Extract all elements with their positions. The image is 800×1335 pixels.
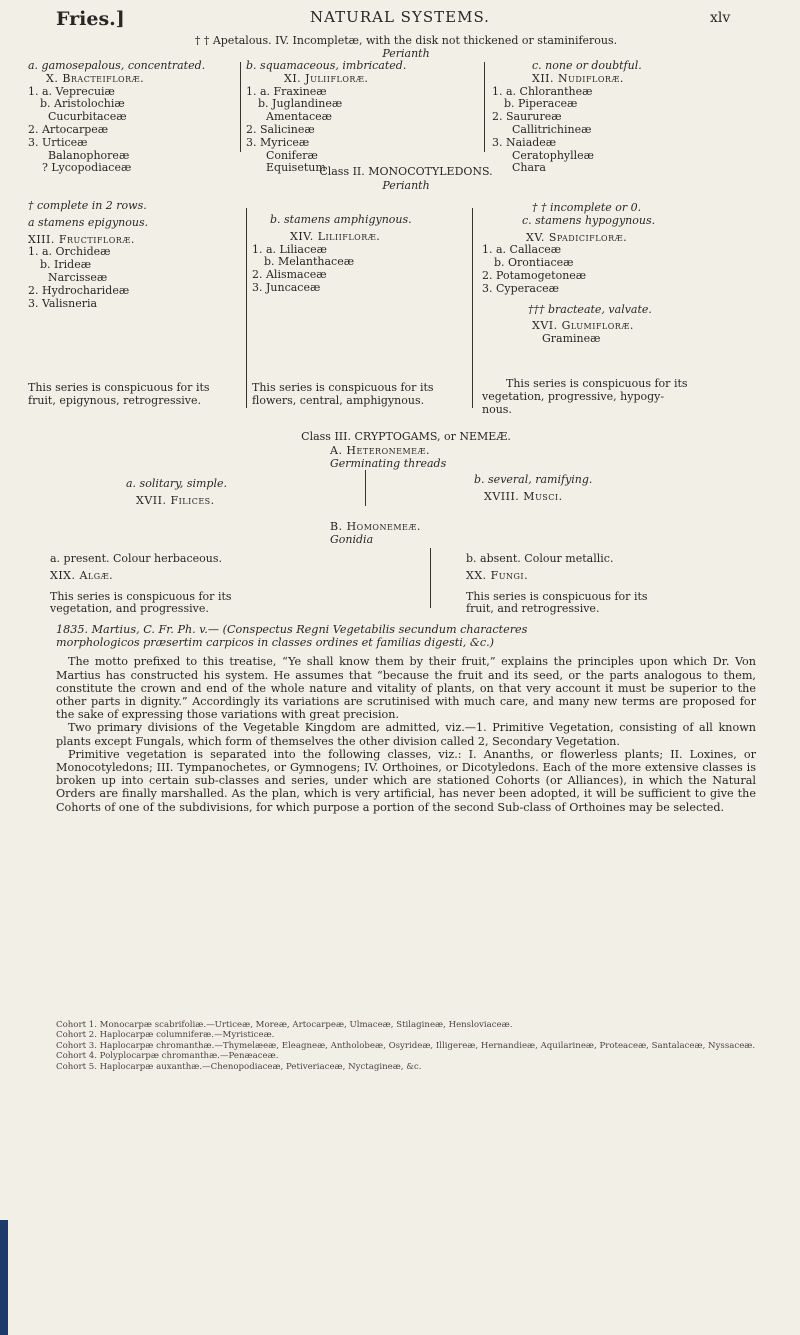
- summary-spadiciflorae: [482, 378, 742, 416]
- list-item: Narcisseæ: [48, 270, 108, 284]
- list-item: 1. a. Callaceæ: [482, 243, 562, 257]
- entry-1835: [56, 623, 756, 814]
- note: † † incomplete or 0.: [532, 201, 642, 214]
- paragraph: Two primary divisions of the Vegetable Kingdom are admitted, viz.—1. Primitive Vegetation, consisting of all known plants except Fungals, which form of themselves the other division called 2, Secondary Vegetation.: [56, 721, 756, 748]
- column-divider: [365, 470, 366, 506]
- homonemeae: B. Homonemeæ.: [330, 520, 421, 533]
- list-item: b. Piperaceæ: [504, 97, 578, 111]
- column-spadiciflorae: [482, 202, 742, 346]
- summary-line: nous.: [482, 402, 512, 416]
- running-head-title: NATURAL SYSTEMS.: [310, 8, 490, 26]
- list-item: b. Melanthaceæ: [264, 255, 355, 269]
- summary-line: This series is conspicuous for its: [252, 381, 434, 394]
- entry-heading-cont: morphologicos præsertim carpicos in classes ordines et familias digesti, &c.): [56, 636, 495, 650]
- column-bracteiflorae: [28, 60, 238, 175]
- list-item: b. Juglandineæ: [258, 97, 343, 111]
- subtitle: b. stamens amphigynous.: [270, 213, 412, 226]
- summary-line: vegetation, progressive, hypogy-: [482, 389, 665, 403]
- subtitle: a stamens epigynous.: [28, 215, 149, 229]
- column-fructiflorae: [28, 200, 248, 310]
- class-name: XI. Juliifloræ.: [284, 71, 369, 85]
- summary-line: This series is conspicuous for its: [28, 381, 210, 394]
- subtitle: b. absent. Colour metallic.: [466, 552, 614, 565]
- list-item: 2. Salicineæ: [246, 122, 315, 136]
- class-name: X. Bracteifloræ.: [46, 71, 145, 85]
- summary-line: This series is conspicuous for its: [466, 589, 648, 603]
- column-divider: [240, 62, 241, 152]
- class-name: XVII. Filices.: [136, 493, 215, 507]
- list-item: 2. Alismaceæ: [252, 268, 327, 282]
- list-item: 1. a. Orchideæ: [28, 245, 111, 259]
- summary-line: vegetation, and progressive.: [50, 602, 209, 616]
- class-name: XV. Spadicifloræ.: [526, 230, 628, 244]
- summary-line: fruit, and retrogressive.: [466, 602, 600, 616]
- summary-liliiflorae: [252, 382, 472, 408]
- class-name: XVI. Glumifloræ.: [532, 319, 634, 333]
- column-nudiflorae: [492, 60, 742, 175]
- class-name: XIII. Fructifloræ.: [28, 232, 135, 246]
- class-name: XIV. Liliifloræ.: [290, 229, 381, 243]
- page-number: xlv: [710, 10, 731, 26]
- list-item: 3. Naiadeæ: [492, 135, 557, 149]
- list-item: 3. Valisneria: [28, 296, 98, 310]
- cohort-list: [56, 1020, 756, 1072]
- class-name: XVIII. Musci.: [484, 489, 563, 503]
- list-item: 2. Saururеæ: [492, 110, 562, 124]
- subtitle: a. present. Colour herbaceous.: [50, 552, 223, 565]
- heteronemeae: A. Heteronemeæ.: [330, 444, 431, 457]
- subtitle: b. several, ramifying.: [474, 473, 593, 486]
- class-iii-title: Class III. CRYPTOGAMS, or NEMEÆ.: [301, 430, 511, 443]
- list-item: 3. Urticeæ: [28, 135, 88, 149]
- list-item: Chara: [512, 161, 546, 175]
- list-item: b. Irideæ: [40, 258, 92, 272]
- column-title: a. gamosepalous, concentrated.: [28, 59, 206, 72]
- column-divider: [484, 62, 485, 152]
- column-fungi: [466, 553, 736, 616]
- list-item: 3. Myriceæ: [246, 135, 310, 149]
- column-algae: [50, 553, 310, 616]
- list-item: 1. a. Chloranthеæ: [492, 84, 593, 98]
- cohort-line: Cohort 1. Monocarpæ scabrifoliæ.—Urticeæ, Moreæ, Artocarpeæ, Ulmaceæ, Stilagineæ, Hensloviaceæ.: [56, 1020, 513, 1030]
- gonidia: Gonidia: [330, 533, 374, 546]
- column-divider: [472, 208, 473, 408]
- list-item: 3. Juncaceæ: [252, 280, 321, 294]
- column-filices: [126, 478, 306, 508]
- summary-line: This series is conspicuous for its: [50, 589, 232, 603]
- cohort-line: Cohort 5. Haplocarpæ auxanthæ.—Chenopodiaceæ, Petiveriaceæ, Nyctagineæ, &c.: [56, 1061, 422, 1072]
- running-head-left: Fries.]: [56, 8, 125, 30]
- note: ††† bracteate, valvate.: [528, 302, 652, 316]
- subtitle: a. solitary, simple.: [126, 477, 227, 490]
- list-item: b. Orontiaceæ: [494, 256, 574, 270]
- list-item: Coniferæ: [266, 148, 318, 162]
- column-juliiflorae: [246, 60, 456, 175]
- list-item: Cucurbitaceæ: [48, 110, 127, 124]
- list-item: 2. Hydrocharideæ: [28, 283, 130, 297]
- cohort-line: Cohort 2. Haplocarpæ columniferæ.—Myristiceæ.: [56, 1030, 275, 1041]
- summary-fructiflorae: [28, 382, 268, 408]
- class-name: XIX. Algæ.: [50, 568, 114, 582]
- class-name: XII. Nudifloræ.: [532, 71, 624, 85]
- note: † complete in 2 rows.: [28, 199, 147, 212]
- list-item: 1. a. Liliaceæ: [252, 242, 327, 256]
- list-item: b. Aristolochiæ: [40, 97, 125, 111]
- list-item: 2. Artocarpeæ: [28, 122, 109, 136]
- column-title: b. squamaceous, imbricated.: [246, 59, 407, 72]
- subtitle: c. stamens hypogynous.: [522, 213, 656, 227]
- class-name: XX. Fungi.: [466, 568, 529, 582]
- column-divider: [246, 208, 247, 408]
- class-ii-title: Class II. MONOCOTYLEDONS.: [319, 165, 493, 178]
- column-title: c. none or doubtful.: [532, 59, 642, 72]
- germinating-threads: Germinating threads: [330, 457, 447, 470]
- column-divider: [430, 548, 431, 608]
- list-item: 1. a. Fraxineæ: [246, 84, 327, 98]
- column-musci: [474, 474, 674, 504]
- perianth-caption: Perianth: [382, 47, 430, 60]
- paragraph: Primitive vegetation is separated into the following classes, viz.: I. Ananths, or flowerless plants; II. Loxines, or Monocotyledons; III. Tympanochetes, or Gymnogens; IV. Orthoines, or Dicotyledons. Each of the more extensive classes is broken up into certain sub-classes and series, under which are stationed Cohorts (or Alliances), in which the Natural Orders are finally marshalled. As the plan, which is very artificial, has never been adopted, it will be sufficient to give the Cohorts of one of the subdivisions, for which purpose a portion of the second Sub-class of Orthoines may be selected.: [56, 747, 756, 814]
- cohort-line: Cohort 3. Haplocarpæ chromanthæ.—Thymelæeæ, Eleagneæ, Antholobeæ, Osyrideæ, Illigereæ, Hernandieæ, Aquilarineæ, Proteaceæ, Santalaceæ, Nyssaceæ.: [56, 1040, 756, 1051]
- list-item: Equisetum: [266, 161, 326, 175]
- column-liliiflorae: [252, 214, 452, 295]
- list-item: ? Lycopodiaceæ: [42, 161, 132, 175]
- binding-strip: [0, 1220, 8, 1335]
- summary-line: flowers, central, amphigynous.: [252, 393, 425, 407]
- list-item: Gramineæ: [542, 332, 601, 346]
- entry-heading: 1835. Martius, C. Fr. Ph. v.— (Conspectus Regni Vegetabilis secundum characteres: [56, 623, 528, 636]
- summary-line: fruit, epigynous, retrogressive.: [28, 393, 202, 407]
- list-item: Callitrichineæ: [512, 122, 592, 136]
- list-item: 2. Potamogetoneæ: [482, 268, 587, 282]
- list-item: 1. a. Veprecuiæ: [28, 84, 115, 98]
- list-item: Ceratophylleæ: [512, 148, 595, 162]
- list-item: Amentaceæ: [266, 110, 332, 124]
- apetalous-caption: † † Apetalous. IV. Incompletæ, with the disk not thickened or staminiferous.: [194, 34, 618, 47]
- summary-line: This series is conspicuous for its: [506, 377, 688, 390]
- class-ii-perianth: Perianth: [382, 179, 430, 192]
- paragraph: The motto prefixed to this treatise, “Ye shall know them by their fruit,” explains the principles upon which Dr. Von Martius has constructed his system. He assumes that “because the fruit and its seed, or the parts analogous to them, constitute the crown and end of the whole nature and vitality of plants, on that very account it must be superior to the other parts in dignity.” Accordingly its variations are scrutinised with much care, and many new terms are proposed for the sake of expressing those variations with great precision.: [56, 655, 756, 722]
- cohort-line: Cohort 4. Polyplocarpæ chromanthæ.—Penæaceæ.: [56, 1051, 279, 1062]
- list-item: Balanophoreæ: [48, 148, 130, 162]
- list-item: 3. Cyperaceæ: [482, 281, 559, 295]
